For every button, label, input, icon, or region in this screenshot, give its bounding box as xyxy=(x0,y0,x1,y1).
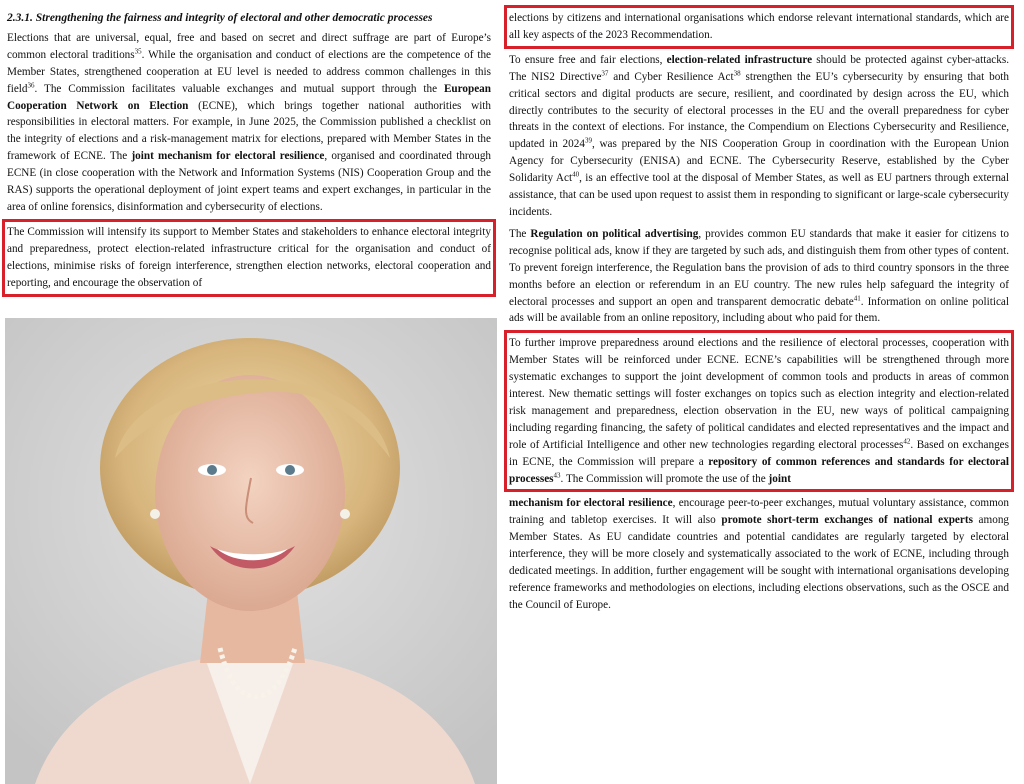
footnote-ref: 39 xyxy=(584,136,592,145)
footnote-ref: 40 xyxy=(572,170,580,179)
text: . Information on online political ads will be available from an online repository, including about who paid for them. xyxy=(509,295,1009,325)
left-paragraph-1 xyxy=(7,30,491,216)
bold-term: joint mechanism for electoral resilience xyxy=(131,150,325,163)
footnote-ref: 36 xyxy=(27,80,35,89)
text: , is an effective tool at the disposal of Member States, as well as EU partners through external assistance, that can be used upon request to assist them in responding to significant or large-scale cybersecurity incidents. xyxy=(509,172,1009,218)
footnote-ref: 38 xyxy=(733,68,741,77)
text: should be protected against cyber-attacks. The NIS2 Directive xyxy=(509,53,1010,83)
text: To further improve preparedness around elections and the resilience of electoral processes, cooperation with Member States will be reinforced under ECNE. ECNE’s capabilities will be strengthened through more systematic exchanges to support the joint development of common tools and products in areas of common interest. New thematic settings will foster exchanges on topics such as election integrity and election-related risk management and preparedness, election observation in the EU, new ways of political campaigning including regarding financing, the safety of political candidates and elected representatives and the impact and role of Artificial Intelligence and other new technologies regarding electoral processes xyxy=(509,337,1009,451)
text: Elections that are universal, equal, free and based on secret and direct suffrage are part of Europe’s common electoral traditions xyxy=(7,31,491,61)
text: To ensure free and fair elections, xyxy=(509,53,667,66)
text: . Based on exchanges in ECNE, the Commission will prepare a xyxy=(509,438,1010,468)
text: , encourage peer-to-peer exchanges, mutual voluntary assistance, common training and tabletop exercises. It will also xyxy=(509,497,1009,527)
text: , organised and coordinated through ECNE (in close cooperation with the Network and Information Systems (NIS) Cooperation Group and the RAS) supports the operational deployment of joint expert teams and expert exchanges, in particular in the area of online forensics, disinformation and cybersecurity of elections. xyxy=(7,150,492,213)
text: and Cyber Resilience Act xyxy=(608,70,734,83)
bold-term: Regulation on political advertising xyxy=(530,227,699,240)
text: , provides common EU standards that make it easier for citizens to recognise political ads, know if they are targeted by such ads, and distinguish them from other types of content. To prevent foreign interference, the Regulation bans the provision of ads to third country sponsors in the three months before an election or referendum in an EU country. The new rules help safeguard the integrity of electoral processes and support an open and transparent democratic debate xyxy=(509,227,1009,308)
footnote-ref: 43 xyxy=(553,470,561,479)
portrait-photo xyxy=(5,318,497,784)
text: , was prepared by the NIS Cooperation Group in coordination with the European Union Agency for Cybersecurity (ENISA) and ECNE. The Cybersecurity Reserve, established by the Cyber Solidarity Act xyxy=(509,138,1010,185)
bold-term: promote short-term exchanges of national experts xyxy=(721,514,973,527)
section-heading: 2.3.1. Strengthening the fairness and integrity of electoral and other democratic processes xyxy=(7,12,433,24)
highlighted-paragraph-left: The Commission will intensify its support to Member States and stakeholders to enhance electoral integrity and preparedness, protect election-related infrastructure critical for the organisation and conduct of elections, minimise risks of foreign interference, strengthen election networks, electoral cooperation and reporting, and encourage the observation of xyxy=(7,224,491,292)
text: . While the organisation and conduct of elections are the competence of the Member States, strengthened cooperation at EU level is needed to address common challenges in this field xyxy=(7,48,492,95)
portrait-illustration xyxy=(5,318,497,784)
footnote-ref: 37 xyxy=(601,68,609,77)
left-column xyxy=(7,10,491,297)
text: . The Commission facilitates valuable exchanges and mutual support through the xyxy=(34,82,444,95)
footnote-ref: 41 xyxy=(853,293,861,302)
right-paragraph-political-advertising xyxy=(509,226,1009,327)
right-paragraph-cybersecurity xyxy=(509,52,1009,221)
text: among Member States. As EU candidate countries and potential candidates are regularly targeted by electoral interference, they will be more closely and systematically associated to the work of ECNE, including through dedicated meetings. In addition, further engagement will be sought with international organisations developing reference frameworks and methodologies on elections, including elections observations, such as the OSCE and the Council of Europe. xyxy=(509,514,1010,611)
right-column xyxy=(509,10,1009,619)
bold-term: repository of common references and standards for electoral processes xyxy=(509,455,1009,485)
highlighted-paragraph-right xyxy=(509,335,1009,487)
highlighted-paragraph-top: elections by citizens and international organisations which endorse relevant international standards, which are all key aspects of the 2023 Recommendation. xyxy=(509,10,1009,44)
text: . The Commission will promote the use of the xyxy=(560,472,769,485)
text: strengthen the EU’s cybersecurity by ensuring that both critical sectors and digital products are secure, resilient, and coordinated by design across the EU, which directly contributes to the security of electoral processes in the EU and the overall preparedness for cyber threats in the context of elections. For instance, the Compendium on Elections Cybersecurity and Resilience, updated in 2024 xyxy=(509,70,1009,151)
bold-term: election-related infrastructure xyxy=(666,53,813,66)
text: The xyxy=(509,227,531,240)
bold-term: European Cooperation Network on Election xyxy=(7,82,491,112)
bold-term: joint xyxy=(768,472,791,485)
right-paragraph-final xyxy=(509,495,1009,613)
text: (ECNE), which brings together national authorities with responsibilities in electoral matters. For example, in June 2025, the Commission published a checklist on the integrity of elections and a risk-management matrix for elections, prepared with Member States in the framework of ECNE. The xyxy=(7,99,492,163)
footnote-ref: 42 xyxy=(903,437,911,446)
footnote-ref: 35 xyxy=(134,47,142,56)
bold-term: mechanism for electoral resilience xyxy=(509,497,673,510)
